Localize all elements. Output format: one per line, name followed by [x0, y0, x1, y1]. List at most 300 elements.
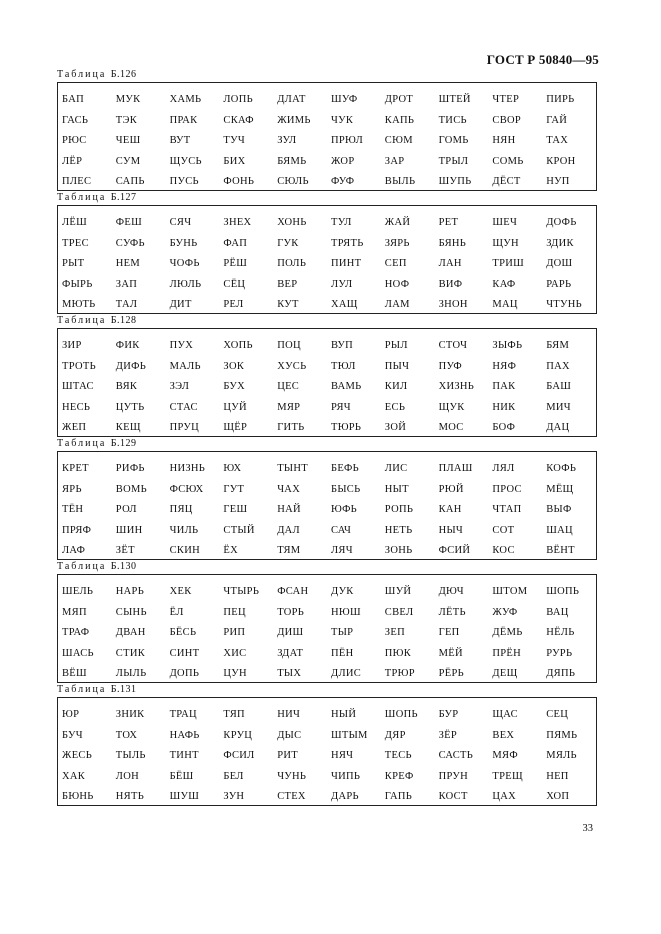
table-cell	[273, 743, 327, 764]
table-cell	[112, 87, 166, 108]
table-cell	[327, 374, 381, 395]
table-cell	[327, 108, 381, 129]
table-cell	[112, 661, 166, 682]
table-cell	[112, 497, 166, 518]
test-word: БЁСЬ	[169, 627, 197, 638]
table-cell	[219, 784, 273, 805]
table-cell	[273, 415, 327, 436]
test-word: СВЕЛ	[384, 606, 414, 618]
test-word: ТЁН	[62, 504, 84, 515]
table-cell	[273, 661, 327, 682]
test-word: ЁХ	[223, 545, 238, 556]
table-cell	[381, 641, 435, 662]
table-caption-word: Таблица	[57, 684, 107, 695]
table-cell	[219, 743, 273, 764]
table-cell	[166, 620, 220, 641]
test-word: ДИФЬ	[115, 360, 147, 372]
table-cell	[435, 538, 489, 559]
test-word: МАЦ	[492, 299, 518, 310]
table-row	[58, 661, 596, 682]
table-cell	[488, 579, 542, 600]
test-word: РЯЧ	[330, 401, 351, 413]
table-cell	[273, 169, 327, 190]
table-cell	[542, 87, 596, 108]
test-word: ЩАС	[492, 709, 518, 720]
table-cell	[112, 169, 166, 190]
test-word: ДАЛ	[277, 524, 300, 536]
test-word: НЕП	[546, 770, 569, 782]
table-row	[58, 210, 596, 231]
table-cell	[58, 784, 112, 805]
test-word: НАРЬ	[115, 586, 145, 597]
test-word: ДАЦ	[546, 422, 570, 433]
table-cell	[273, 395, 327, 416]
table-cell	[166, 415, 220, 436]
test-word: РЁШ	[223, 258, 248, 269]
test-word: НИЧ	[277, 709, 301, 720]
table-cell	[435, 149, 489, 170]
test-word: ДРОТ	[384, 94, 414, 105]
test-word: ВОМЬ	[115, 483, 147, 495]
test-word: ТОРЬ	[277, 606, 305, 618]
test-word: НЁЛЬ	[546, 627, 575, 638]
table-cell	[435, 231, 489, 252]
test-word: БУНЬ	[169, 237, 198, 249]
table-cell	[542, 210, 596, 231]
test-word: ЛЁТЬ	[438, 606, 466, 618]
test-word: МЯР	[277, 401, 301, 413]
test-word: НУП	[546, 176, 570, 187]
table-cell	[327, 702, 381, 723]
table-row	[58, 333, 596, 354]
test-word: НЯН	[492, 135, 516, 146]
table-cell	[542, 128, 596, 149]
table-cell	[542, 149, 596, 170]
test-word: КИЛ	[384, 381, 408, 392]
table-cell	[166, 579, 220, 600]
table-cell	[488, 210, 542, 231]
table-cell	[219, 415, 273, 436]
test-word: СТИК	[115, 647, 146, 659]
test-word: ХИС	[223, 647, 247, 659]
test-word: ШТАС	[62, 381, 94, 392]
test-word: СУМ	[115, 155, 141, 167]
table-cell	[166, 600, 220, 621]
test-word: РИФЬ	[115, 463, 145, 474]
table-cell	[273, 600, 327, 621]
table-cell	[488, 395, 542, 416]
table-cell	[488, 702, 542, 723]
test-word: ТИСЬ	[438, 114, 467, 126]
test-word: ВЕХ	[492, 729, 515, 741]
test-word: БЁШ	[169, 770, 194, 782]
table-section	[57, 683, 597, 806]
word-table	[57, 328, 597, 437]
test-word: ДЯР	[384, 729, 406, 741]
table-row	[58, 641, 596, 662]
test-word: БЯМЬ	[277, 155, 307, 167]
test-word: ВЫЛЬ	[384, 176, 416, 187]
test-word: ГИТЬ	[277, 422, 305, 433]
test-word: ШОПЬ	[546, 586, 580, 597]
table-cell	[327, 292, 381, 313]
test-word: ДЫС	[277, 729, 302, 741]
test-word: НАФЬ	[169, 729, 200, 741]
test-word: ЧАХ	[277, 483, 301, 495]
test-word: ПОЦ	[277, 340, 301, 351]
table-cell	[112, 272, 166, 293]
test-word: МЯП	[62, 606, 87, 618]
table-cell	[219, 497, 273, 518]
test-word: ДЮЧ	[438, 586, 464, 597]
test-word: ПРОС	[492, 483, 522, 495]
test-word: РЮС	[62, 135, 87, 146]
test-word: ДЁМЬ	[492, 627, 523, 638]
table-cell	[112, 415, 166, 436]
test-word: ПОЛЬ	[277, 258, 307, 269]
test-word: БЯМ	[546, 340, 570, 351]
test-word: ПЛАШ	[438, 463, 473, 474]
table-caption-word: Таблица	[57, 69, 107, 80]
table-cell	[488, 354, 542, 375]
table-cell	[488, 723, 542, 744]
test-word: ЦУН	[223, 668, 247, 679]
table-cell	[58, 149, 112, 170]
table-cell	[112, 128, 166, 149]
table-row	[58, 620, 596, 641]
table-cell	[112, 743, 166, 764]
table-cell	[542, 374, 596, 395]
table-row	[58, 579, 596, 600]
test-word: ЗНИК	[115, 709, 145, 720]
test-word: ВАЦ	[546, 606, 569, 618]
test-word: ПЮК	[384, 647, 412, 659]
test-word: ЗОНЬ	[384, 545, 413, 556]
test-word: РЫТ	[62, 258, 85, 269]
test-word: ЗЁР	[438, 729, 458, 741]
test-word: ЛЁШ	[62, 217, 88, 228]
table-cell	[488, 620, 542, 641]
table-cell	[435, 764, 489, 785]
test-word: БЫСЬ	[330, 483, 361, 495]
table-cell	[219, 579, 273, 600]
table-cell	[381, 108, 435, 129]
table-cell	[58, 477, 112, 498]
table-cell	[435, 333, 489, 354]
table-cell	[166, 87, 220, 108]
table-cell	[542, 292, 596, 313]
table-cell	[542, 333, 596, 354]
table-cell	[58, 620, 112, 641]
test-word: ТРИШ	[492, 258, 525, 269]
test-word: ЮФЬ	[330, 504, 358, 515]
table-cell	[488, 292, 542, 313]
table-cell	[219, 456, 273, 477]
test-word: ГЕП	[438, 627, 460, 638]
table-cell	[166, 723, 220, 744]
table-cell	[435, 620, 489, 641]
table-row	[58, 456, 596, 477]
table-row	[58, 149, 596, 170]
test-word: ЗИР	[62, 340, 82, 351]
table-cell	[488, 743, 542, 764]
table-cell	[542, 497, 596, 518]
table-row	[58, 251, 596, 272]
table-cell	[112, 231, 166, 252]
test-word: ДАРЬ	[330, 791, 359, 802]
test-word: ПЯМЬ	[546, 729, 578, 741]
table-cell	[273, 251, 327, 272]
table-cell	[327, 231, 381, 252]
table-row	[58, 272, 596, 293]
table-cell	[273, 518, 327, 539]
table-cell	[219, 87, 273, 108]
table-cell	[488, 108, 542, 129]
table-cell	[542, 395, 596, 416]
table-cell	[381, 374, 435, 395]
table-cell	[381, 292, 435, 313]
test-word: ХАМЬ	[169, 94, 202, 105]
table-caption	[57, 68, 597, 82]
test-word: ПУСЬ	[169, 176, 199, 187]
table-section	[57, 437, 597, 560]
table-cell	[112, 374, 166, 395]
table-cell	[542, 169, 596, 190]
test-word: ПРЯФ	[62, 524, 92, 536]
table-cell	[435, 743, 489, 764]
test-word: ЛЮЛЬ	[169, 278, 202, 290]
table-cell	[327, 579, 381, 600]
test-word: ТАХ	[546, 135, 569, 146]
test-word: ХИЗНЬ	[438, 381, 475, 392]
test-word: ТИНТ	[169, 750, 199, 761]
table-cell	[542, 702, 596, 723]
test-word: ПЕЦ	[223, 606, 246, 618]
test-word: НАЙ	[277, 504, 301, 515]
table-cell	[58, 231, 112, 252]
test-word: ДОФЬ	[546, 217, 577, 228]
table-cell	[58, 579, 112, 600]
test-word: ЦУТЬ	[115, 401, 145, 413]
table-caption	[57, 560, 597, 574]
test-word: ДУК	[330, 586, 354, 597]
page-number: 33	[582, 823, 593, 834]
test-word: ШУШ	[169, 791, 200, 802]
table-cell	[273, 620, 327, 641]
test-word: СОМЬ	[492, 155, 524, 167]
test-word: ДЛАТ	[277, 94, 306, 105]
table-cell	[381, 231, 435, 252]
table-cell	[542, 641, 596, 662]
test-word: ПЛЕС	[62, 176, 92, 187]
test-word: РИТ	[277, 750, 298, 761]
table-cell	[219, 395, 273, 416]
test-word: РУРЬ	[546, 647, 573, 659]
table-cell	[327, 415, 381, 436]
table-row	[58, 518, 596, 539]
test-word: НЯТЬ	[115, 791, 145, 802]
test-word: КРОН	[546, 155, 576, 167]
table-cell	[381, 579, 435, 600]
test-word: ЖОР	[330, 155, 355, 167]
table-cell	[542, 231, 596, 252]
test-word: ПРЁН	[492, 647, 522, 659]
table-cell	[381, 333, 435, 354]
test-word: ШАСЬ	[62, 647, 94, 659]
test-word: ФСИЛ	[223, 750, 255, 761]
table-cell	[112, 600, 166, 621]
table-cell	[542, 108, 596, 129]
table-caption	[57, 683, 597, 697]
table-cell	[166, 354, 220, 375]
test-word: МУК	[115, 94, 141, 105]
table-cell	[112, 251, 166, 272]
test-word: ЕСЬ	[384, 401, 406, 413]
test-word: ХОП	[546, 791, 570, 802]
table-cell	[166, 661, 220, 682]
table-cell	[327, 272, 381, 293]
table-cell	[381, 661, 435, 682]
table-cell	[273, 333, 327, 354]
test-word: ВЫФ	[546, 504, 572, 515]
table-cell	[488, 128, 542, 149]
test-word: ПЫЧ	[384, 360, 410, 372]
test-word: ЧЕШ	[115, 135, 141, 146]
word-table	[57, 451, 597, 560]
test-word: ЦЕС	[277, 381, 300, 392]
table-cell	[327, 784, 381, 805]
test-word: ТРЕС	[62, 237, 89, 249]
test-word: ПРАК	[169, 114, 198, 126]
table-cell	[273, 292, 327, 313]
test-word: МЁЙ	[438, 647, 463, 659]
test-word: ЩУСЬ	[169, 155, 202, 167]
test-word: БАП	[62, 94, 84, 105]
test-word: ШЕЛЬ	[62, 586, 94, 597]
test-word: СЫНЬ	[115, 606, 147, 618]
table-cell	[273, 641, 327, 662]
test-word: ЗУЛ	[277, 135, 297, 146]
test-word: ЗАР	[384, 155, 405, 167]
table-cell	[112, 784, 166, 805]
table-cell	[219, 477, 273, 498]
table-cell	[381, 272, 435, 293]
test-word: ТЫР	[330, 627, 354, 638]
table-row	[58, 784, 596, 805]
table-cell	[58, 292, 112, 313]
table-cell	[219, 620, 273, 641]
table-cell	[488, 641, 542, 662]
test-word: НЕСЬ	[62, 401, 91, 413]
table-cell	[381, 395, 435, 416]
test-word: БУЧ	[62, 729, 83, 741]
table-cell	[58, 169, 112, 190]
table-caption-word: Таблица	[57, 438, 107, 449]
table-cell	[488, 272, 542, 293]
table-row	[58, 231, 596, 252]
table-cell	[58, 764, 112, 785]
test-word: СОТ	[492, 524, 515, 536]
table-cell	[273, 87, 327, 108]
test-word: ЛОПЬ	[223, 94, 253, 105]
table-cell	[166, 169, 220, 190]
test-word: ТРАЦ	[169, 709, 197, 720]
table-cell	[381, 518, 435, 539]
test-word: ТЯП	[223, 709, 245, 720]
test-word: ЩЁР	[223, 422, 248, 433]
test-word: КЕЩ	[115, 422, 141, 433]
test-word: ЗОЙ	[384, 422, 407, 433]
test-word: КРУЦ	[223, 729, 253, 741]
word-table	[57, 82, 597, 191]
table-row	[58, 415, 596, 436]
table-cell	[166, 108, 220, 129]
table-row	[58, 743, 596, 764]
table-cell	[166, 518, 220, 539]
table-cell	[219, 538, 273, 559]
table-row	[58, 395, 596, 416]
table-row	[58, 538, 596, 559]
table-cell	[219, 251, 273, 272]
test-word: ЧТАП	[492, 504, 522, 515]
table-cell	[488, 333, 542, 354]
table-cell	[542, 784, 596, 805]
test-word: ЗЕП	[384, 627, 405, 638]
table-number: Б.127	[110, 192, 137, 203]
table-row	[58, 292, 596, 313]
test-word: ЗНОН	[438, 299, 468, 310]
table-cell	[327, 251, 381, 272]
test-word: ТЫНТ	[277, 463, 308, 474]
word-table	[57, 574, 597, 683]
table-row	[58, 87, 596, 108]
test-word: ХУСЬ	[277, 360, 307, 372]
table-cell	[58, 210, 112, 231]
table-cell	[166, 374, 220, 395]
test-word: ФЫРЬ	[62, 278, 93, 290]
test-word: ХОПЬ	[223, 340, 253, 351]
test-word: ФУФ	[330, 176, 355, 187]
table-cell	[435, 251, 489, 272]
test-word: ДИШ	[277, 627, 304, 638]
test-word: ТАЛ	[115, 299, 138, 310]
table-cell	[166, 641, 220, 662]
test-word: МОС	[438, 422, 464, 433]
table-cell	[542, 579, 596, 600]
table-cell	[542, 600, 596, 621]
test-word: РОПЬ	[384, 504, 414, 515]
table-cell	[542, 415, 596, 436]
table-cell	[58, 251, 112, 272]
test-word: ГУК	[277, 237, 299, 249]
table-cell	[435, 641, 489, 662]
table-cell	[219, 518, 273, 539]
table-cell	[435, 600, 489, 621]
test-word: ЗДАТ	[277, 647, 304, 659]
table-cell	[381, 210, 435, 231]
test-word: ЖУФ	[492, 606, 518, 618]
word-table	[57, 205, 597, 314]
table-cell	[273, 108, 327, 129]
test-word: МЁЩ	[546, 483, 574, 495]
test-word: СЯЧ	[169, 217, 192, 228]
test-word: ГОМЬ	[438, 135, 469, 146]
table-cell	[112, 395, 166, 416]
table-cell	[381, 128, 435, 149]
test-word: РЕЛ	[223, 299, 244, 310]
table-cell	[381, 477, 435, 498]
table-row	[58, 128, 596, 149]
